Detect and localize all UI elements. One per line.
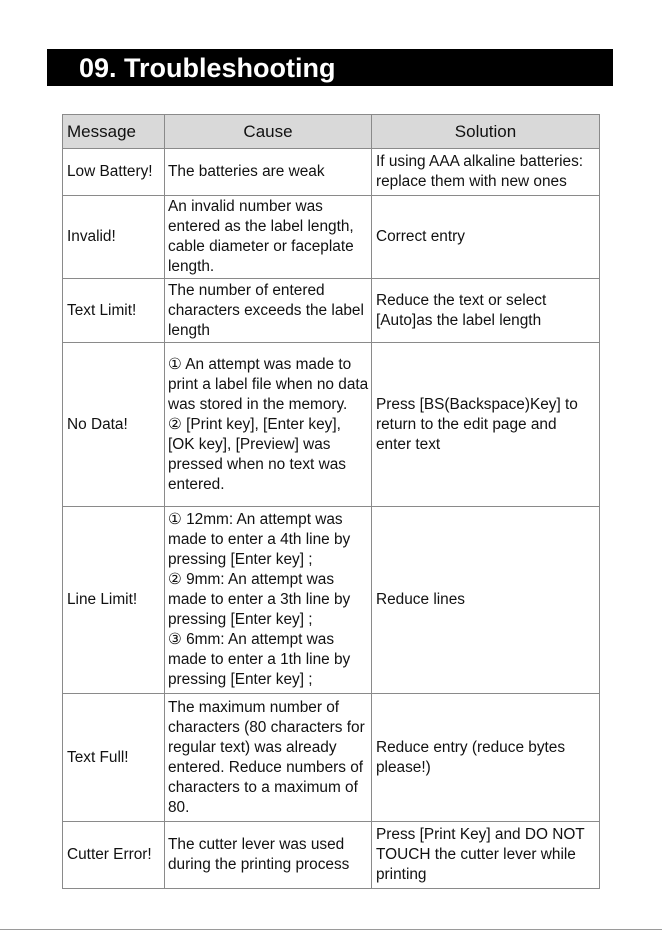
cause-cell: ① 12mm: An attempt was made to enter a 4th line by pressing [Enter key] ; ② 9mm: An attempt was made to enter a 3th line by pressing [Enter key] ; ③ 6mm: An attempt was made to enter a 1th line by pressing [Enter key] ; bbox=[165, 507, 372, 694]
cause-cell: The cutter lever was used during the printing process bbox=[165, 822, 372, 889]
message-cell: Text Limit! bbox=[63, 279, 165, 343]
table-row bbox=[63, 279, 600, 343]
troubleshooting-table bbox=[62, 114, 600, 889]
message-cell: Text Full! bbox=[63, 694, 165, 822]
table-header-row bbox=[63, 115, 600, 149]
message-cell: Low Battery! bbox=[63, 149, 165, 196]
table-row bbox=[63, 822, 600, 889]
message-cell: Cutter Error! bbox=[63, 822, 165, 889]
solution-cell: Reduce entry (reduce bytes please!) bbox=[372, 694, 600, 822]
solution-cell: If using AAA alkaline batteries: replace them with new ones bbox=[372, 149, 600, 196]
page-bottom-divider bbox=[0, 929, 662, 930]
cause-cell: ① An attempt was made to print a label file when no data was stored in the memory. ② [Print key], [Enter key], [OK key], [Preview] was pressed when no text was entered. bbox=[165, 343, 372, 507]
cause-cell: The number of entered characters exceeds the label length bbox=[165, 279, 372, 343]
message-cell: Line Limit! bbox=[63, 507, 165, 694]
message-cell: No Data! bbox=[63, 343, 165, 507]
table-row bbox=[63, 149, 600, 196]
table-row bbox=[63, 196, 600, 279]
solution-cell: Reduce the text or select [Auto]as the label length bbox=[372, 279, 600, 343]
header-solution: Solution bbox=[372, 115, 600, 149]
table-row bbox=[63, 694, 600, 822]
header-cause: Cause bbox=[165, 115, 372, 149]
solution-cell: Correct entry bbox=[372, 196, 600, 279]
section-title: 09. Troubleshooting bbox=[47, 49, 613, 86]
cause-cell: An invalid number was entered as the label length, cable diameter or faceplate length. bbox=[165, 196, 372, 279]
message-cell: Invalid! bbox=[63, 196, 165, 279]
table-row bbox=[63, 343, 600, 507]
solution-cell: Press [BS(Backspace)Key] to return to the edit page and enter text bbox=[372, 343, 600, 507]
solution-cell: Reduce lines bbox=[372, 507, 600, 694]
solution-cell: Press [Print Key] and DO NOT TOUCH the cutter lever while printing bbox=[372, 822, 600, 889]
table-row bbox=[63, 507, 600, 694]
cause-cell: The maximum number of characters (80 characters for regular text) was already entered. Reduce numbers of characters to a maximum of 80. bbox=[165, 694, 372, 822]
cause-cell: The batteries are weak bbox=[165, 149, 372, 196]
header-message: Message bbox=[63, 115, 165, 149]
